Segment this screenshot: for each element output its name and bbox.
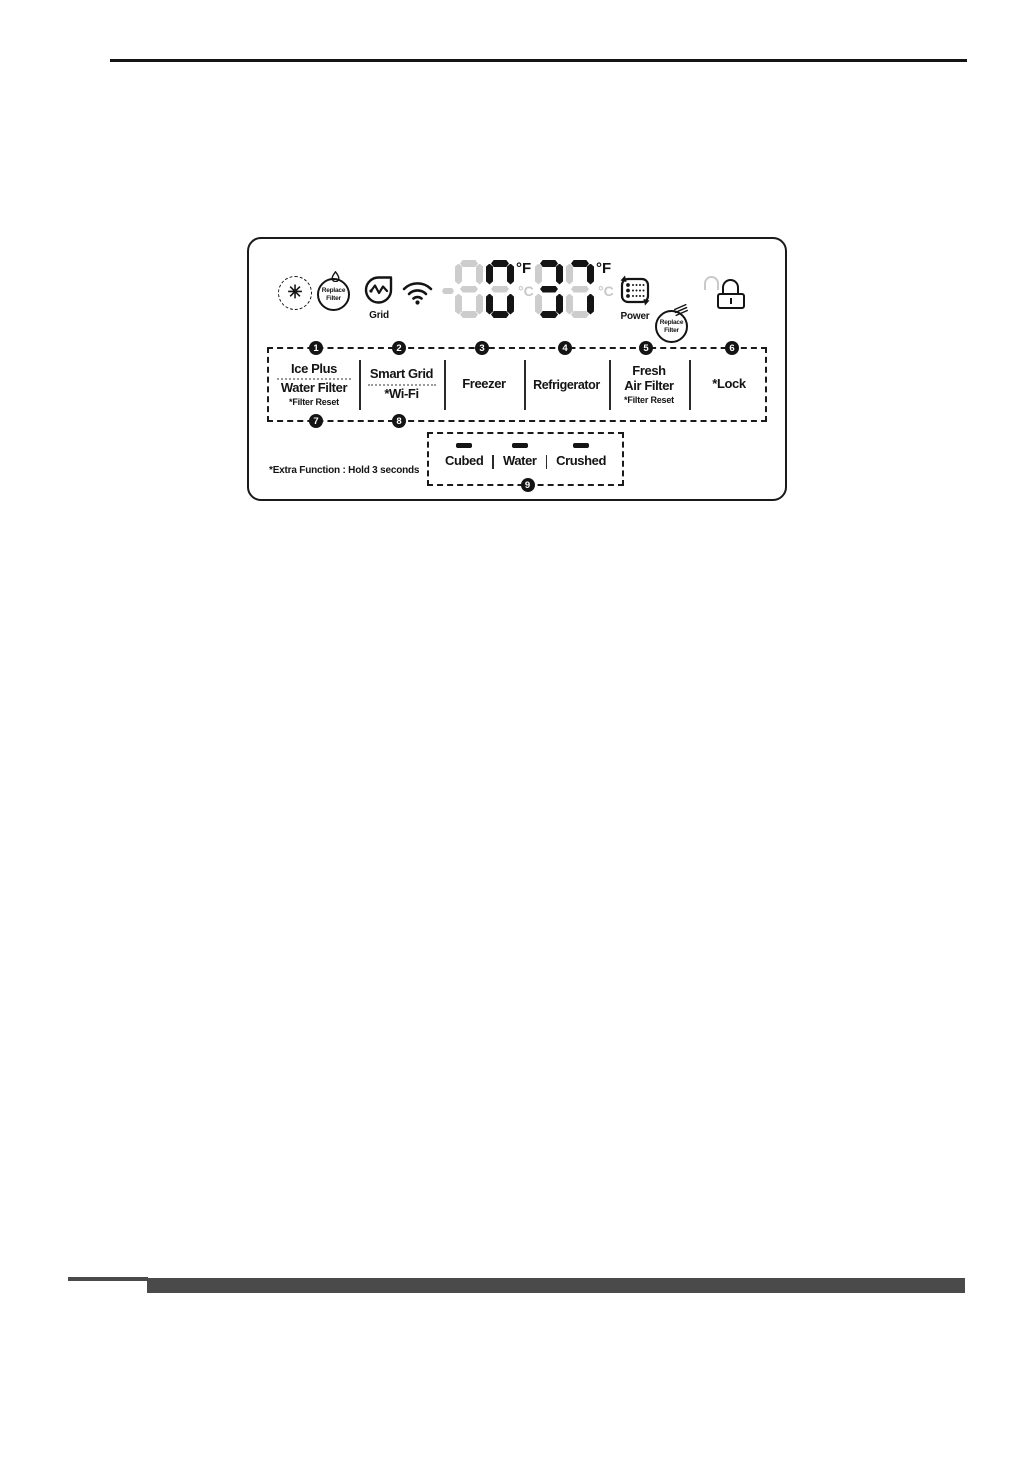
- air-filter-power-icon: [617, 272, 653, 309]
- crushed-label: Crushed: [556, 452, 607, 468]
- freezer-digit-ones: [486, 260, 514, 318]
- air-flow-icon: [673, 303, 689, 316]
- replace-filter-text-line2: Filter: [664, 326, 679, 334]
- replace-water-filter-icon: [317, 278, 350, 311]
- snowflake-icon: ✳: [287, 282, 303, 302]
- footer-tick: [68, 1277, 148, 1281]
- legend-fresh-air-filter: [609, 349, 689, 420]
- replace-filter-text-line1: Replace: [321, 287, 346, 295]
- freezer-unit-c: °C: [518, 283, 534, 299]
- ice-plus-icon: [278, 276, 312, 310]
- lock-label: *Lock: [712, 376, 746, 392]
- minus-segment: [442, 288, 454, 294]
- button-legend-box: [267, 342, 767, 427]
- callout-6: 6: [725, 341, 739, 355]
- smart-grid-label: Smart Grid: [369, 366, 434, 382]
- water-filter-label: Water Filter: [280, 380, 348, 396]
- legend-refrigerator: [524, 349, 609, 420]
- wifi-label: *Wi-Fi: [384, 386, 419, 401]
- refrigerator-digit-ones: [566, 260, 594, 318]
- replace-air-filter-icon: [655, 310, 688, 343]
- legend-smart-grid-wifi: [359, 349, 444, 420]
- refrigerator-unit-c: °C: [598, 283, 614, 299]
- callout-2: 2: [392, 341, 406, 355]
- indicator-dash: [512, 443, 528, 448]
- footer-bar: [147, 1278, 965, 1293]
- ice-plus-label: Ice Plus: [291, 360, 337, 376]
- refrigerator-unit-f: °F: [596, 260, 612, 277]
- dispenser-option-cubed: [445, 443, 483, 468]
- filter-reset-note: *Filter Reset: [624, 394, 674, 405]
- unlock-shackle-ghost-icon: [704, 276, 719, 290]
- dispenser-divider: [492, 455, 494, 469]
- refrigerator-digit-tens: [535, 260, 563, 318]
- filter-reset-note: *Filter Reset: [289, 397, 339, 407]
- power-caption: Power: [620, 311, 650, 322]
- grid-caption: Grid: [369, 310, 389, 321]
- callout-7: 7: [309, 414, 323, 428]
- legend-lock: [689, 349, 769, 420]
- wifi-icon: [401, 279, 434, 306]
- dispenser-option-water: [503, 443, 537, 468]
- replace-filter-text-line1: Replace: [659, 319, 684, 327]
- lock-shackle-icon: [722, 279, 739, 294]
- dispenser-options-box: [427, 432, 624, 491]
- callout-1: 1: [309, 341, 323, 355]
- dispenser-option-crushed: [556, 443, 606, 468]
- callout-4: 4: [558, 341, 572, 355]
- legend-ice-plus-water-filter: [269, 349, 359, 420]
- smart-grid-icon: [360, 271, 398, 309]
- page-top-rule: [110, 59, 967, 62]
- freezer-unit-f: °F: [516, 260, 532, 277]
- dispenser-divider: [546, 455, 548, 469]
- callout-5: 5: [639, 341, 653, 355]
- fresh-label: Fresh: [632, 363, 666, 379]
- freezer-digit-tens: [455, 260, 483, 318]
- callout-3: 3: [475, 341, 489, 355]
- callout-8: 8: [392, 414, 406, 428]
- refrigerator-control-panel-diagram: [247, 237, 787, 501]
- indicator-dash: [573, 443, 589, 448]
- legend-freezer: [444, 349, 524, 420]
- extra-function-footnote: *Extra Function : Hold 3 seconds: [269, 465, 420, 476]
- replace-filter-text-line2: Filter: [326, 294, 341, 302]
- callout-9: 9: [521, 478, 535, 492]
- indicator-dash: [456, 443, 472, 448]
- water-drop-icon: [331, 271, 340, 282]
- water-label: Water: [502, 452, 537, 468]
- cubed-label: Cubed: [444, 452, 484, 468]
- air-filter-label: Air Filter: [624, 377, 674, 393]
- freezer-label: Freezer: [462, 376, 506, 392]
- refrigerator-label: Refrigerator: [533, 377, 600, 392]
- lock-body-icon: [717, 293, 745, 309]
